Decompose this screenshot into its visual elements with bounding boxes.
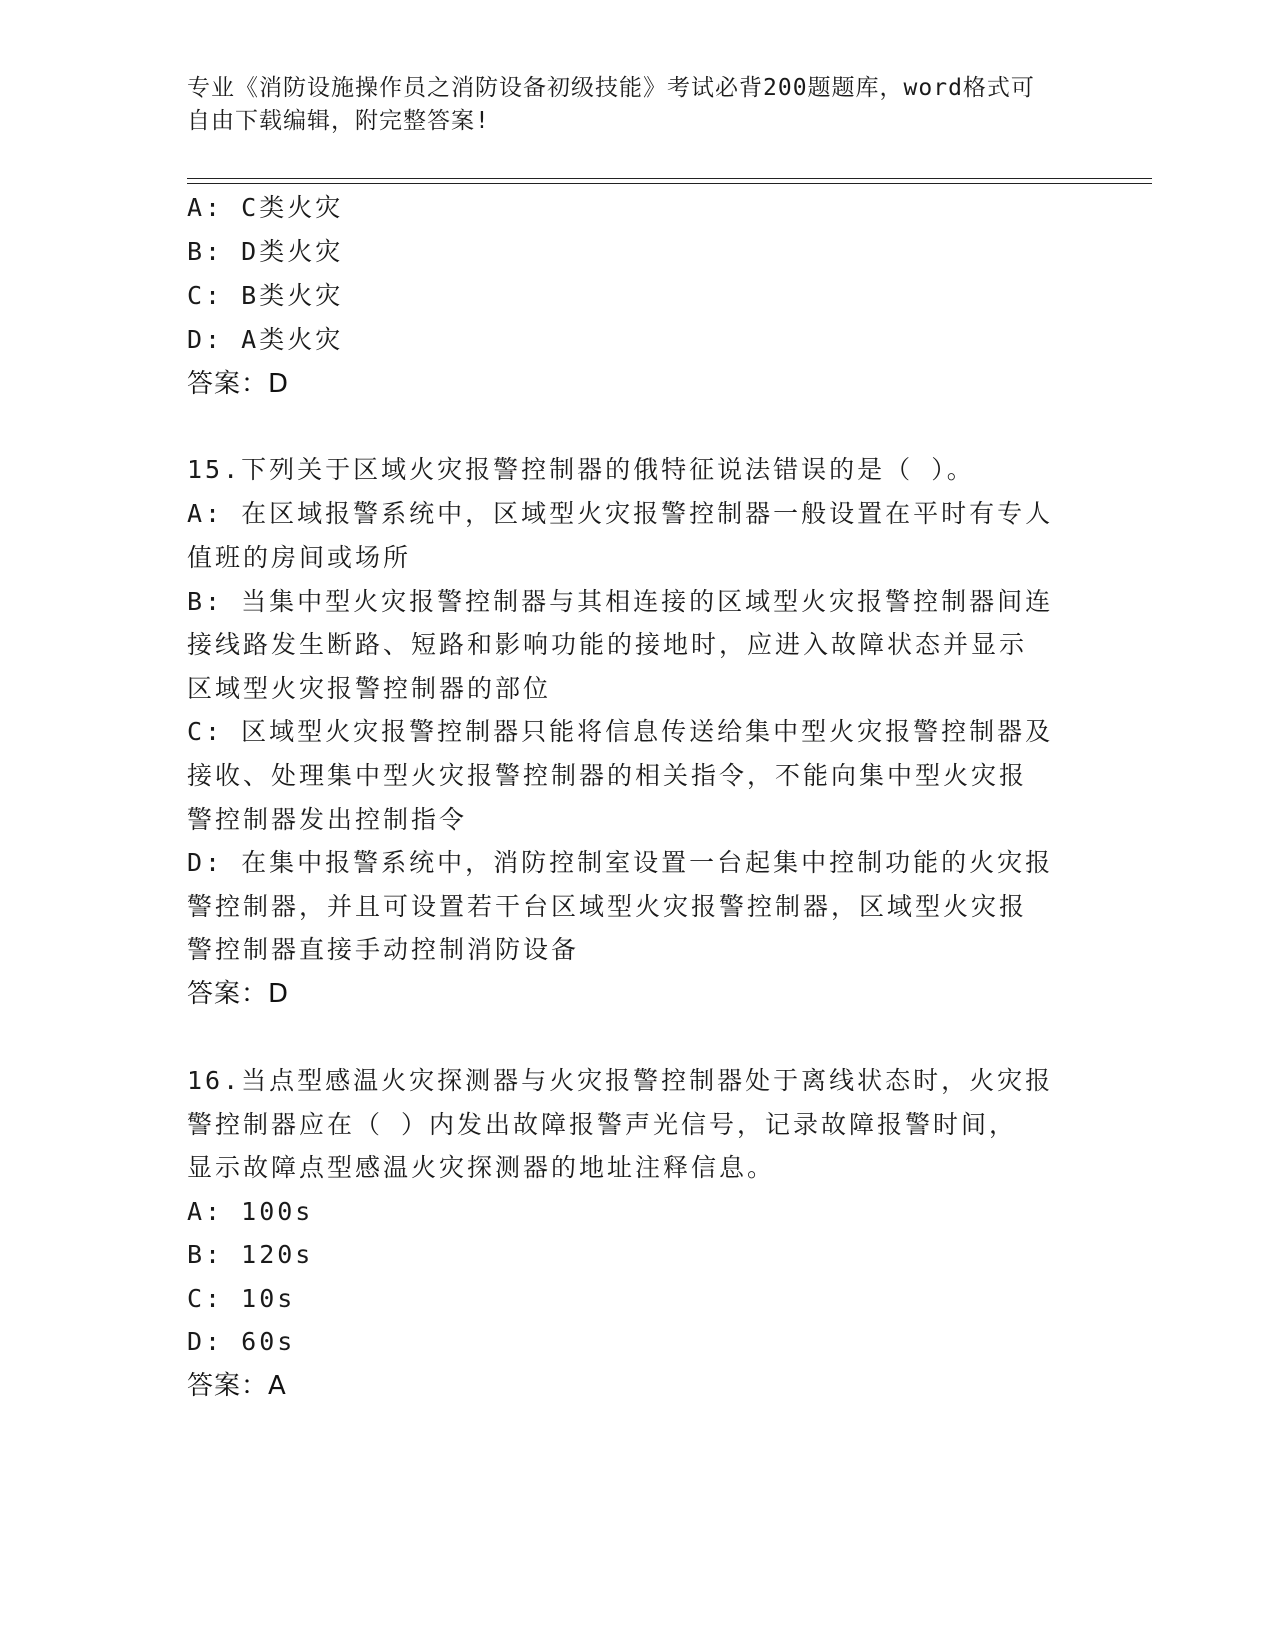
- question-text-line-1: 16.当点型感温火灾探测器与火灾报警控制器处于离线状态时，火灾报: [187, 1066, 1054, 1095]
- option-d-line-1: D: 在集中报警系统中，消防控制室设置一台起集中控制功能的火灾报: [187, 848, 1054, 877]
- option-c-line-2: 接收、处理集中型火灾报警控制器的相关指令，不能向集中型火灾报: [187, 761, 1028, 790]
- option-d: D: A类火灾: [187, 325, 344, 354]
- option-b-line-3: 区域型火灾报警控制器的部位: [187, 674, 552, 703]
- option-a-line-2: 值班的房间或场所: [187, 543, 412, 572]
- document-header: [187, 72, 1067, 138]
- question-text: 15.下列关于区域火灾报警控制器的俄特征说法错误的是（ ）。: [187, 455, 975, 484]
- option-d-line-2: 警控制器，并且可设置若干台区域型火灾报警控制器，区域型火灾报: [187, 892, 1028, 921]
- header-line-2: 自由下载编辑，附完整答案!: [187, 108, 490, 134]
- answer: 答案：D: [187, 979, 290, 1009]
- option-d-line-3: 警控制器直接手动控制消防设备: [187, 935, 580, 964]
- option-b-line-2: 接线路发生断路、短路和影响功能的接地时，应进入故障状态并显示: [187, 630, 1028, 659]
- option-b: B: D类火灾: [187, 237, 344, 266]
- option-a: A: C类火灾: [187, 193, 344, 222]
- answer: 答案：A: [187, 1371, 287, 1401]
- header-divider-bottom: [187, 183, 1152, 184]
- header-line-1: 专业《消防设施操作员之消防设备初级技能》考试必背200题题库，word格式可: [187, 75, 1035, 101]
- option-c: C: B类火灾: [187, 281, 344, 310]
- header-divider-top: [187, 178, 1152, 179]
- option-b: B: 120s: [187, 1240, 314, 1269]
- option-b-line-1: B: 当集中型火灾报警控制器与其相连接的区域型火灾报警控制器间连: [187, 587, 1054, 616]
- option-d: D: 60s: [187, 1327, 296, 1356]
- option-a: A: 100s: [187, 1197, 314, 1226]
- option-a-line-1: A: 在区域报警系统中，区域型火灾报警控制器一般设置在平时有专人: [187, 499, 1054, 528]
- answer: 答案：D: [187, 369, 290, 399]
- option-c-line-3: 警控制器发出控制指令: [187, 805, 468, 834]
- option-c-line-1: C: 区域型火灾报警控制器只能将信息传送给集中型火灾报警控制器及: [187, 717, 1054, 746]
- question-text-line-2: 警控制器应在（ ）内发出故障报警声光信号，记录故障报警时间，: [187, 1110, 1018, 1139]
- question-text-line-3: 显示故障点型感温火灾探测器的地址注释信息。: [187, 1153, 776, 1182]
- option-c: C: 10s: [187, 1284, 296, 1313]
